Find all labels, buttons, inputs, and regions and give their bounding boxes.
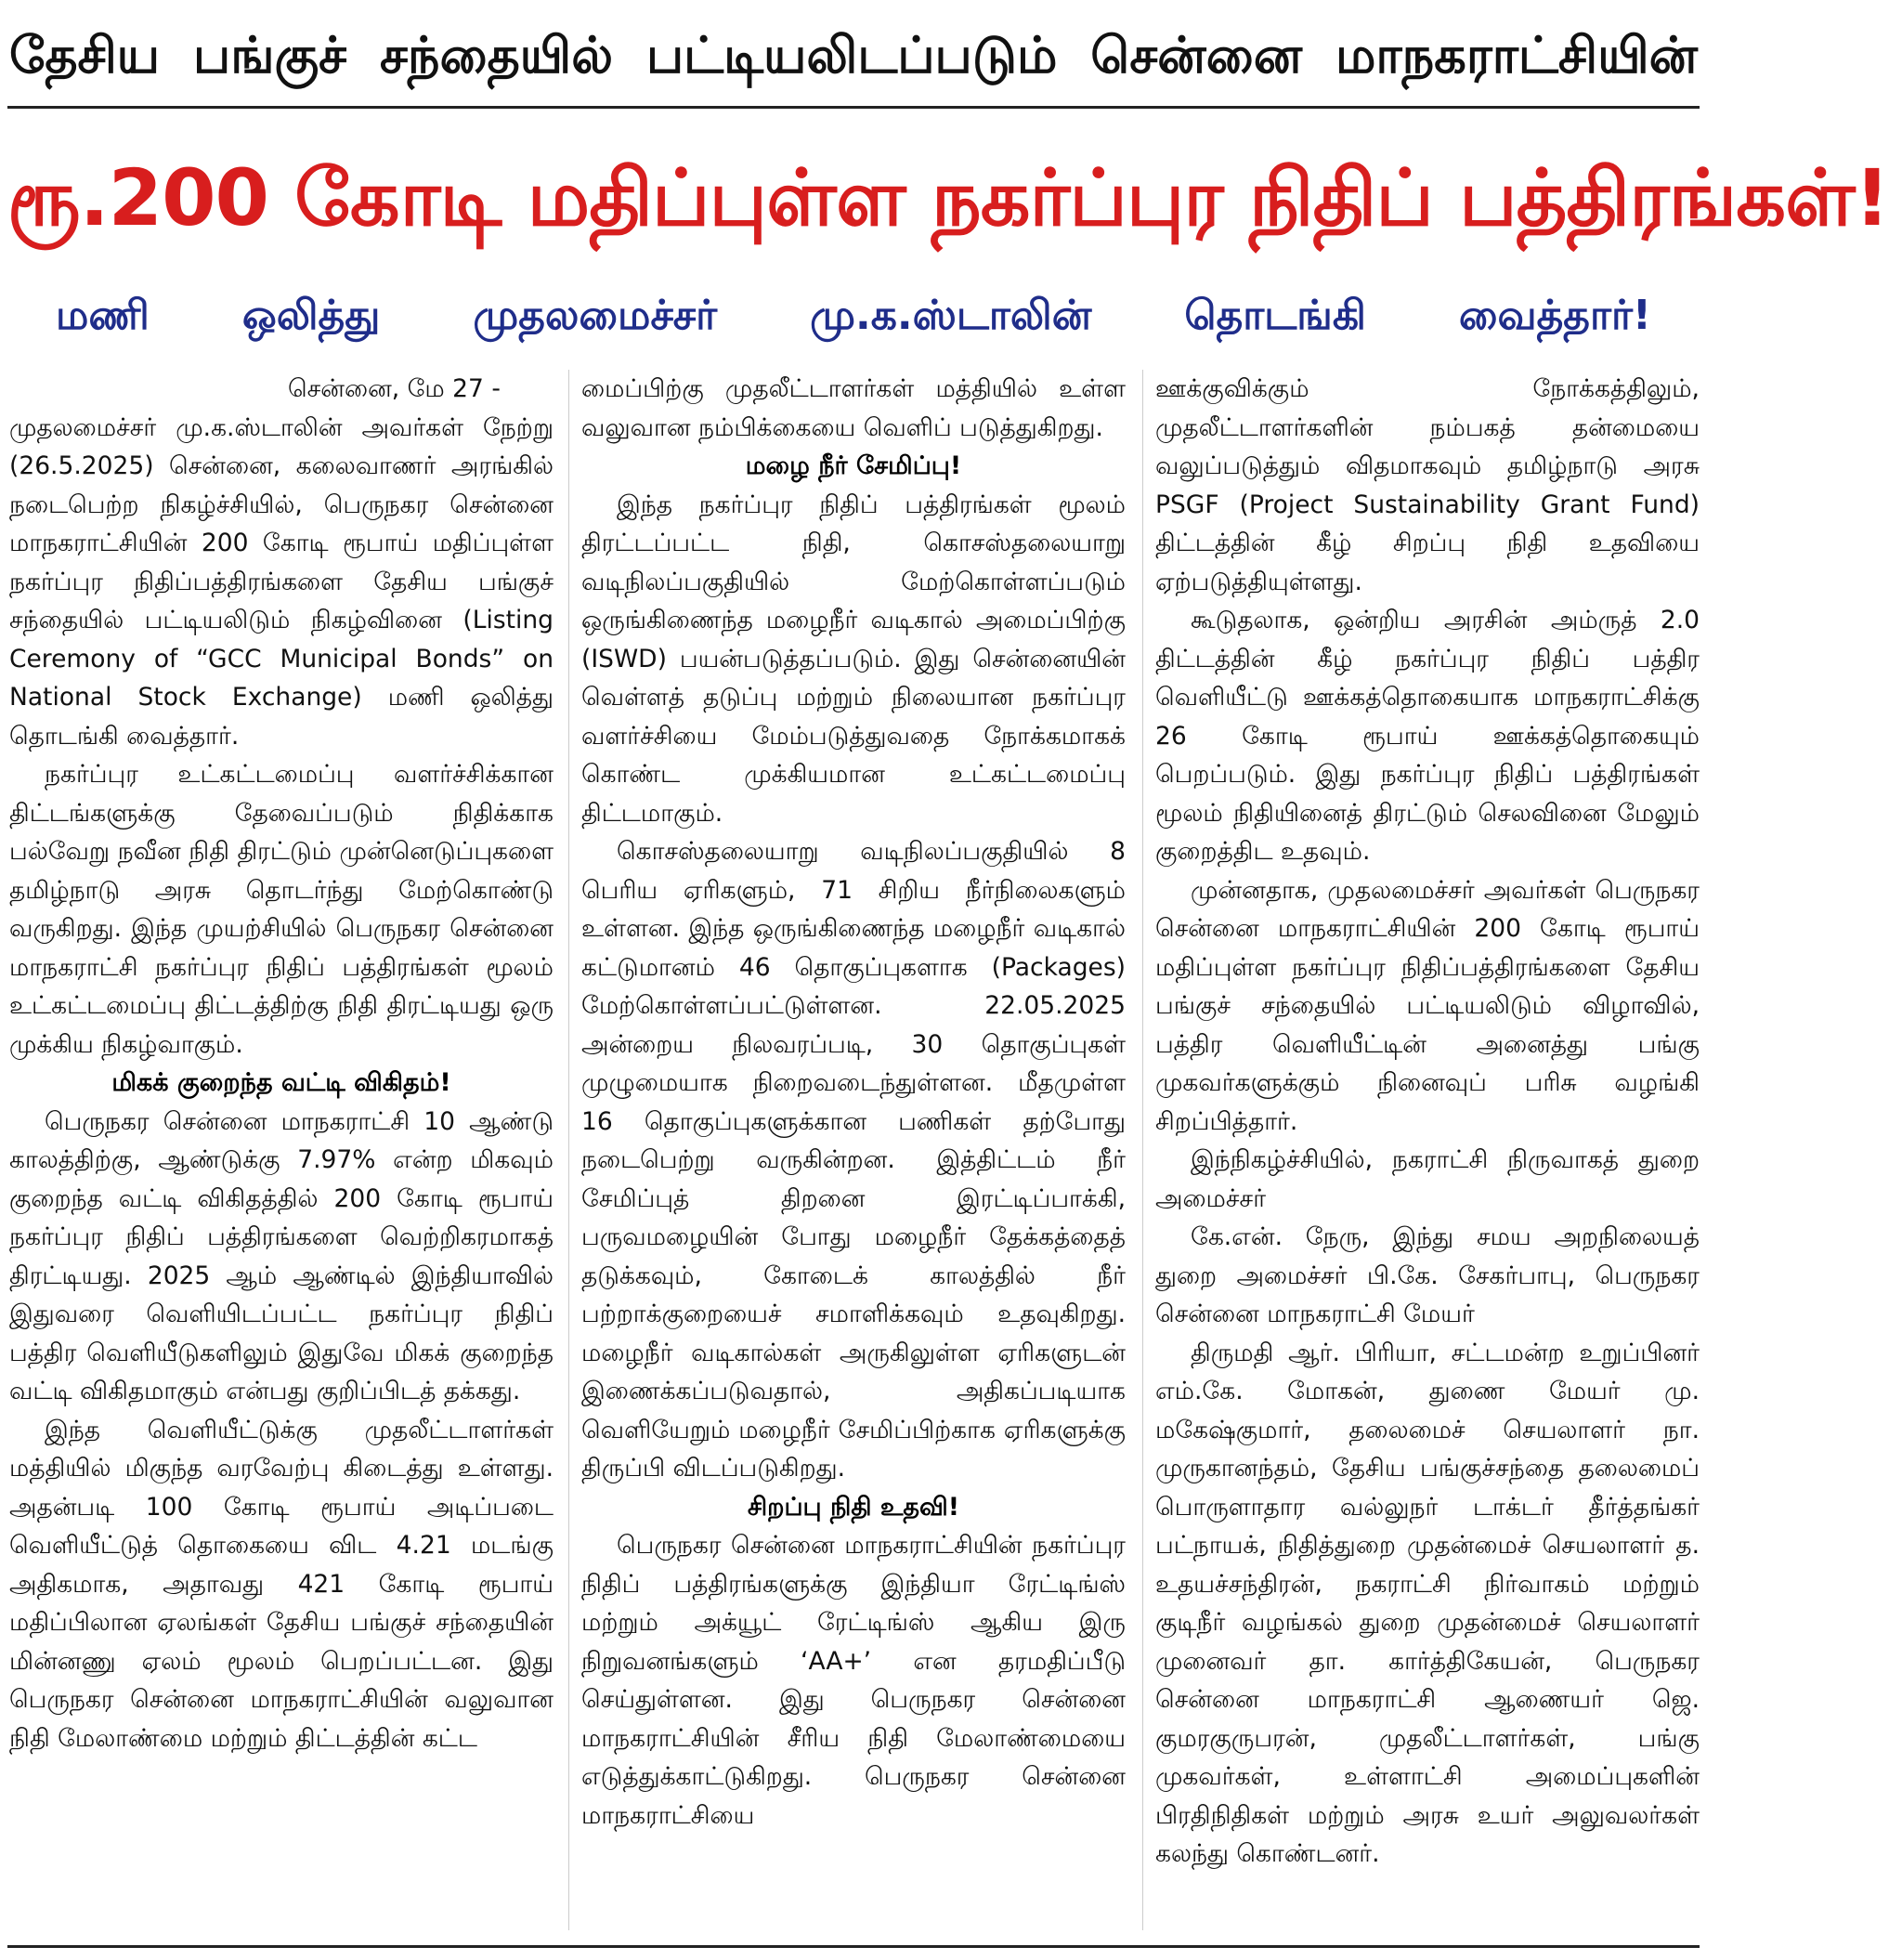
- paragraph: மைப்பிற்கு முதலீட்டாளர்கள் மத்தியில் உள்ள வலுவான நம்பிக்கையை வெளிப் படுத்துகிறது.: [581, 374, 1126, 442]
- section-heading: மிகக் குறைந்த வட்டி விகிதம்!: [111, 1068, 451, 1097]
- headline: ரூ.200 கோடி மதிப்புள்ள நகர்ப்புர நிதிப் பத்திரங்கள்!: [7, 152, 1889, 243]
- column-separator: [568, 370, 569, 1930]
- paragraph: ஊக்குவிக்கும் நோக்கத்திலும், முதலீட்டாளர்களின் நம்பகத் தன்மையை வலுப்படுத்தும் விதமாகவும் தமிழ்நாடு அரசு PSGF (Project Sustainability Grant Fund) திட்டத்தின் கீழ் சிறப்பு நிதி உதவியை ஏற்படுத்தியுள்ளது.: [1155, 374, 1700, 596]
- bottom-divider: [7, 1945, 1700, 1948]
- column-separator: [1142, 370, 1143, 1930]
- top-divider: [7, 106, 1700, 109]
- paragraph: முன்னதாக, முதலமைச்சர் அவர்கள் பெருநகர சென்னை மாநகராட்சியின் 200 கோடி ரூபாய் மதிப்புள்ள நகர்ப்புர நிதிப்பத்திரங்களை தேசிய பங்குச் சந்தையில் பட்டியலிடும் விழாவில், பத்திர வெளியீட்டின் அனைத்து பங்கு முகவர்களுக்கும் நினைவுப் பரிசு வழங்கி சிறப்பித்தார்.: [1155, 875, 1700, 1136]
- column-3: [1155, 370, 1700, 1930]
- paragraph: பெருநகர சென்னை மாநகராட்சி 10 ஆண்டு காலத்திற்கு, ஆண்டுக்கு 7.97% என்ற மிகவும் குறைந்த வட்டி விகிதத்தில் 200 கோடி ரூபாய் நகர்ப்புர நிதிப் பத்திரங்களை வெற்றிகரமாகத் திரட்டியது. 2025 ஆம் ஆண்டில் இந்தியாவில் இதுவரை வெளியிடப்பட்ட நகர்ப்புர நிதிப் பத்திர வெளியீடுகளிலும் இதுவே மிகக் குறைந்த வட்டி விகிதமாகும் என்பது குறிப்பிடத் தக்கது.: [9, 1106, 554, 1405]
- paragraph: இந்த வெளியீட்டுக்கு முதலீட்டாளர்கள் மத்தியில் மிகுந்த வரவேற்பு கிடைத்து உள்ளது. அதன்படி 100 கோடி ரூபாய் அடிப்படை வெளியீட்டுத் தொகையை விட 4.21 மடங்கு அதிகமாக, அதாவது 421 கோடி ரூபாய் மதிப்பிலான ஏலங்கள் தேசிய பங்குச் சந்தையின் மின்னணு ஏலம் மூலம் பெறப்பட்டன. இது பெருநகர சென்னை மாநகராட்சியின் வலுவான நிதி மேலாண்மை மற்றும் திட்டத்தின் கட்ட: [9, 1415, 554, 1753]
- paragraph: பெருநகர சென்னை மாநகராட்சியின் நகர்ப்புர நிதிப் பத்திரங்களுக்கு இந்தியா ரேட்டிங்ஸ் மற்றும் அக்யூட் ரேட்டிங்ஸ் ஆகிய இரு நிறுவனங்களும் ‘AA+’ என தரமதிப்பீடு செய்துள்ளன. இது பெருநகர சென்னை மாநகராட்சியின் சீரிய நிதி மேலாண்மையை எடுத்துக்காட்டுகிறது. பெருநகர சென்னை மாநகராட்சியை: [581, 1531, 1126, 1830]
- paragraph: நகர்ப்புர உட்கட்டமைப்பு வளர்ச்சிக்கான திட்டங்களுக்கு தேவைப்படும் நிதிக்காக பல்வேறு நவீன நிதி திரட்டும் முன்னெடுப்புகளை தமிழ்நாடு அரசு தொடர்ந்து மேற்கொண்டு வருகிறது. இந்த முயற்சியில் பெருநகர சென்னை மாநகராட்சி நகர்ப்புர நிதிப் பத்திரங்கள் மூலம் உட்கட்டமைப்பு திட்டத்திற்கு நிதி திரட்டியது ஒரு முக்கிய நிகழ்வாகும்.: [9, 760, 554, 1059]
- dateline: சென்னை, மே 27 -: [288, 374, 501, 403]
- paragraph: இந்த நகர்ப்புர நிதிப் பத்திரங்கள் மூலம் திரட்டப்பட்ட நிதி, கொசஸ்தலையாறு வடிநிலப்பகுதியில் மேற்கொள்ளப்படும் ஒருங்கிணைந்த மழைநீர் வடிகால் அமைப்பிற்கு (ISWD) பயன்படுத்தப்படும். இது சென்னையின் வெள்ளத் தடுப்பு மற்றும் நிலையான நகர்ப்புர வளர்ச்சியை மேம்படுத்துவதை நோக்கமாகக் கொண்ட முக்கியமான உட்கட்டமைப்பு திட்டமாகும்.: [581, 490, 1126, 828]
- paragraph: கே.என். நேரு, இந்து சமய அறநிலையத் துறை அமைச்சர் பி.கே. சேகர்பாபு, பெருநகர சென்னை மாநகராட்சி மேயர்: [1155, 1222, 1700, 1328]
- subheadline: மணி ஒலித்து முதலமைச்சர் மு.க.ஸ்டாலின் தொடங்கி வைத்தார்!: [56, 292, 1651, 339]
- column-1: [9, 370, 554, 1930]
- section-heading: சிறப்பு நிதி உதவி!: [747, 1492, 960, 1522]
- paragraph: முதலமைச்சர் மு.க.ஸ்டாலின் அவர்கள் நேற்று (26.5.2025) சென்னை, கலைவாணர் அரங்கில் நடைபெற்ற நிகழ்ச்சியில், பெருநகர சென்னை மாநகராட்சியின் 200 கோடி ரூபாய் மதிப்புள்ள நகர்ப்புர நிதிப்பத்திரங்களை தேசிய பங்குச் சந்தையில் பட்டியலிடும் நிகழ்வினை (Listing Ceremony of “GCC Municipal Bonds” on National Stock Exchange) மணி ஒலித்து தொடங்கி வைத்தார்.: [9, 412, 554, 751]
- dateline-paragraph: [9, 370, 554, 409]
- paragraph: திருமதி ஆர். பிரியா, சட்டமன்ற உறுப்பினர் எம்.கே. மோகன், துணை மேயர் மு. மகேஷ்குமார், தலைமைச் செயலாளர் நா. முருகானந்தம், தேசிய பங்குச்சந்தை தலைமைப் பொருளாதார வல்லுநர் டாக்டர் தீர்த்தங்கர் பட்நாயக், நிதித்துறை முதன்மைச் செயலாளர் த. உதயச்சந்திரன், நகராட்சி நிர்வாகம் மற்றும் குடிநீர் வழங்கல் துறை முதன்மைச் செயலாளர் முனைவர் தா. கார்த்திகேயன், பெருநகர சென்னை மாநகராட்சி ஆணையர் ஜெ. குமரகுருபரன், முதலீட்டாளர்கள், பங்கு முகவர்கள், உள்ளாட்சி அமைப்புகளின் பிரதிநிதிகள் மற்றும் அரசு உயர் அலுவலர்கள் கலந்து கொண்டனர்.: [1155, 1338, 1700, 1868]
- kicker-line: தேசிய பங்குச் சந்தையில் பட்டியலிடப்படும் சென்னை மாநகராட்சியின்: [9, 26, 1698, 85]
- column-2: [581, 370, 1126, 1930]
- section-heading: மழை நீர் சேமிப்பு!: [745, 451, 962, 480]
- paragraph: கொசஸ்தலையாறு வடிநிலப்பகுதியில் 8 பெரிய ஏரிகளும், 71 சிறிய நீர்நிலைகளும் உள்ளன. இந்த ஒருங்கிணைந்த மழைநீர் வடிகால் கட்டுமானம் 46 தொகுப்புகளாக (Packages) மேற்கொள்ளப்பட்டுள்ளன. 22.05.2025 அன்றைய நிலவரப்படி, 30 தொகுப்புகள் முழுமையாக நிறைவடைந்துள்ளன. மீதமுள்ள 16 தொகுப்புகளுக்கான பணிகள் தற்போது நடைபெற்று வருகின்றன. இத்திட்டம் நீர் சேமிப்புத் திறனை இரட்டிப்பாக்கி, பருவமழையின் போது மழைநீர் தேக்கத்தைத் தடுக்கவும், கோடைக் காலத்தில் நீர் பற்றாக்குறையைச் சமாளிக்கவும் உதவுகிறது. மழைநீர் வடிகால்கள் அருகிலுள்ள ஏரிகளுடன் இணைக்கப்படுவதால், அதிகப்படியாக வெளியேறும் மழைநீர் சேமிப்பிற்காக ஏரிகளுக்கு திருப்பி விடப்படுகிறது.: [581, 837, 1126, 1483]
- paragraph: இந்நிகழ்ச்சியில், நகராட்சி நிருவாகத் துறை அமைச்சர்: [1155, 1145, 1700, 1213]
- paragraph: கூடுதலாக, ஒன்றிய அரசின் அம்ருத் 2.0 திட்டத்தின் கீழ் நகர்ப்புர நிதிப் பத்திர வெளியீட்டு ஊக்கத்தொகையாக மாநகராட்சிக்கு 26 கோடி ரூபாய் ஊக்கத்தொகையும் பெறப்படும். இது நகர்ப்புர நிதிப் பத்திரங்கள் மூலம் நிதியினைத் திரட்டும் செலவினை மேலும் குறைத்திட உதவும்.: [1155, 606, 1700, 866]
